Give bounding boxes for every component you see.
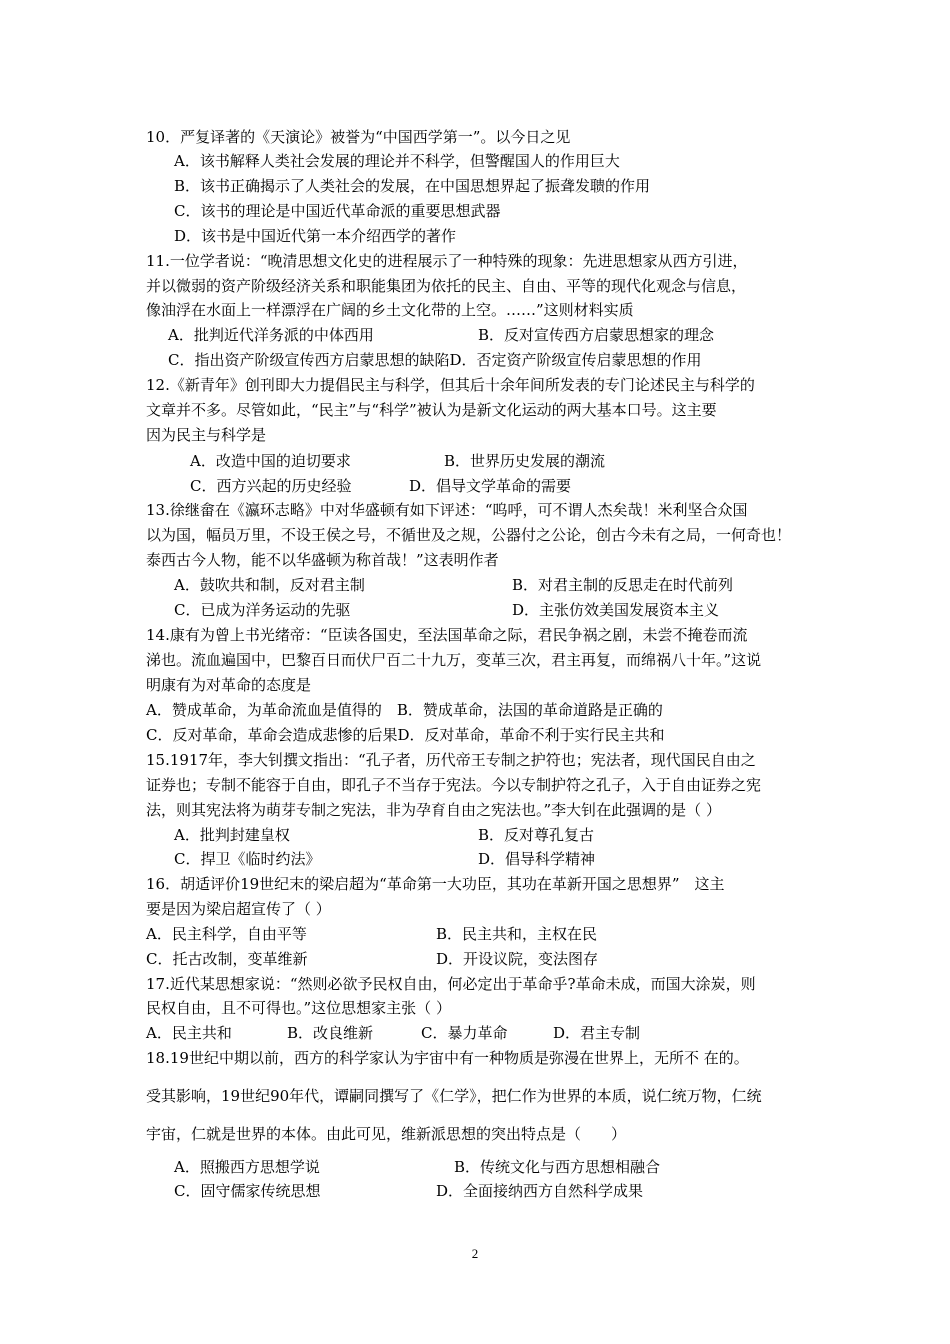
text-line: 以为国，幅员万里，不设王侯之号，不循世及之规，公器付之公论，创古今未有之局，一何奇也！ [146,526,792,544]
text-line: B．世界历史发展的潮流 [444,452,606,470]
text-line: B．对君主制的反思走在时代前列 [512,576,734,594]
text-line: 11.一位学者说：“晚清思想文化史的进程展示了一种特殊的现象：先进思想家从西方引进， [146,252,748,270]
text-line: 17.近代某思想家说：“然则必欲予民权自由，何必定出于革命乎?革命未成，而国大涂炭，则 [146,975,756,993]
text-line: D．开设议院，变法图存 [436,950,599,968]
text-line: A．民主共和 [146,1024,232,1042]
text-line: 受其影响，19世纪90年代，谭嗣同撰写了《仁学》，把仁作为世界的本质，说仁统万物，仁统 [146,1087,762,1105]
text-line: B．反对宣传西方启蒙思想家的理念 [478,326,715,344]
text-line: A．民主科学，自由平等 [146,925,307,943]
text-line: A．赞成革命，为革命流血是值得的 B．赞成革命，法国的革命道路是正确的 [146,701,663,719]
text-line: D．倡导文学革命的需要 [409,477,572,495]
text-line: 文章并不多。尽管如此，“民主”与“科学”被认为是新文化运动的两大基本口号。这主要 [146,401,717,419]
text-line: 10．严复译著的《天演论》被誉为“中国西学第一”。以今日之见 [146,128,571,146]
text-line: A．改造中国的迫切要求 [190,452,351,470]
text-line: C．该书的理论是中国近代革命派的重要思想武器 [174,202,501,220]
text-line: 证券也；专制不能容于自由，即孔子不当存于宪法。今以专制护符之孔子，入于自由证券之宪 [146,776,762,794]
text-line: D．该书是中国近代第一本介绍西学的著作 [174,227,457,245]
text-line: B．改良维新 [287,1024,374,1042]
text-line: B．反对尊孔复古 [478,826,595,844]
text-line: 因为民主与科学是 [146,426,267,444]
text-line: 要是因为梁启超宣传了（ ） [146,900,331,918]
text-line: D．主张仿效美国发展资本主义 [512,601,720,619]
text-line: 宇宙，仁就是世界的本体。由此可见，维新派思想的突出特点是（ ） [146,1125,627,1143]
text-line: 13.徐继畲在《瀛环志略》中对华盛顿有如下评述：“呜呼，可不谓人杰矣哉！米利坚合众国 [146,501,748,519]
text-line: A．照搬西方思想学说 [174,1158,320,1176]
text-line: 12.《新青年》创刊即大力提倡民主与科学，但其后十余年间所发表的专门论述民主与科学的 [146,376,755,394]
text-line: 15.1917年，李大钊撰文指出：“孔子者，历代帝王专制之护符也；宪法者，现代国民自由之 [146,751,756,769]
text-line: A．该书解释人类社会发展的理论并不科学，但警醒国人的作用巨大 [174,152,620,170]
text-line: 明康有为对革命的态度是 [146,676,312,694]
text-line: 并以微弱的资产阶级经济关系和职能集团为依托的民主、自由、平等的现代化观念与信息， [146,277,747,295]
text-line: C．托古改制，变革维新 [146,950,308,968]
text-line: 14.康有为曾上书光绪帝：“臣读各国史，至法国革命之际，君民争祸之剧，未尝不掩卷而流 [146,626,748,644]
text-line: D．全面接纳西方自然科学成果 [436,1182,644,1200]
text-line: 法，则其宪法将为萌芽专制之宪法，非为孕育自由之宪法也。”李大钊在此强调的是（ ） [146,801,721,819]
text-line: 像油浮在水面上一样漂浮在广阔的乡土文化带的上空。……”这则材料实质 [146,301,634,319]
text-line: C．西方兴起的历史经验 [190,477,352,495]
text-line: C．暴力革命 [421,1024,508,1042]
page-number: 2 [471,1246,479,1261]
text-line: 泰西古今人物，能不以华盛顿为称首哉！”这表明作者 [146,551,499,569]
text-line: 18.19世纪中期以前，西方的科学家认为宇宙中有一种物质是弥漫在世界上，无所不 在的。 [146,1049,749,1067]
text-line: 16．胡适评价19世纪末的梁启超为“革命第一大功臣，其功在革新开国之思想界” 这主 [146,875,725,893]
text-line: D．倡导科学精神 [478,850,596,868]
text-line: 民权自由，且不可得也。”这位思想家主张（ ） [146,999,451,1017]
text-line: C．反对革命，革命会造成悲惨的后果D．反对革命，革命不利于实行民主共和 [146,726,665,744]
text-line: 涕也。流血遍国中，巴黎百日而伏尸百二十九万，变革三次，君主再复，而绵祸八十年。”这说 [146,651,762,669]
text-line: A．鼓吹共和制，反对君主制 [174,576,365,594]
text-line: B．传统文化与西方思想相融合 [454,1158,661,1176]
text-line: C．固守儒家传统思想 [174,1182,321,1200]
text-line: C．指出资产阶级宣传西方启蒙思想的缺陷D．否定资产阶级宣传启蒙思想的作用 [168,351,702,369]
text-line: B．该书正确揭示了人类社会的发展，在中国思想界起了振聋发聩的作用 [174,177,651,195]
text-line: D．君主专制 [553,1024,641,1042]
text-line: B．民主共和，主权在民 [436,925,598,943]
text-line: C．已成为洋务运动的先驱 [174,601,351,619]
text-line: C．捍卫《临时约法》 [174,850,321,868]
text-line: A．批判封建皇权 [174,826,290,844]
text-line: A．批判近代洋务派的中体西用 [168,326,374,344]
